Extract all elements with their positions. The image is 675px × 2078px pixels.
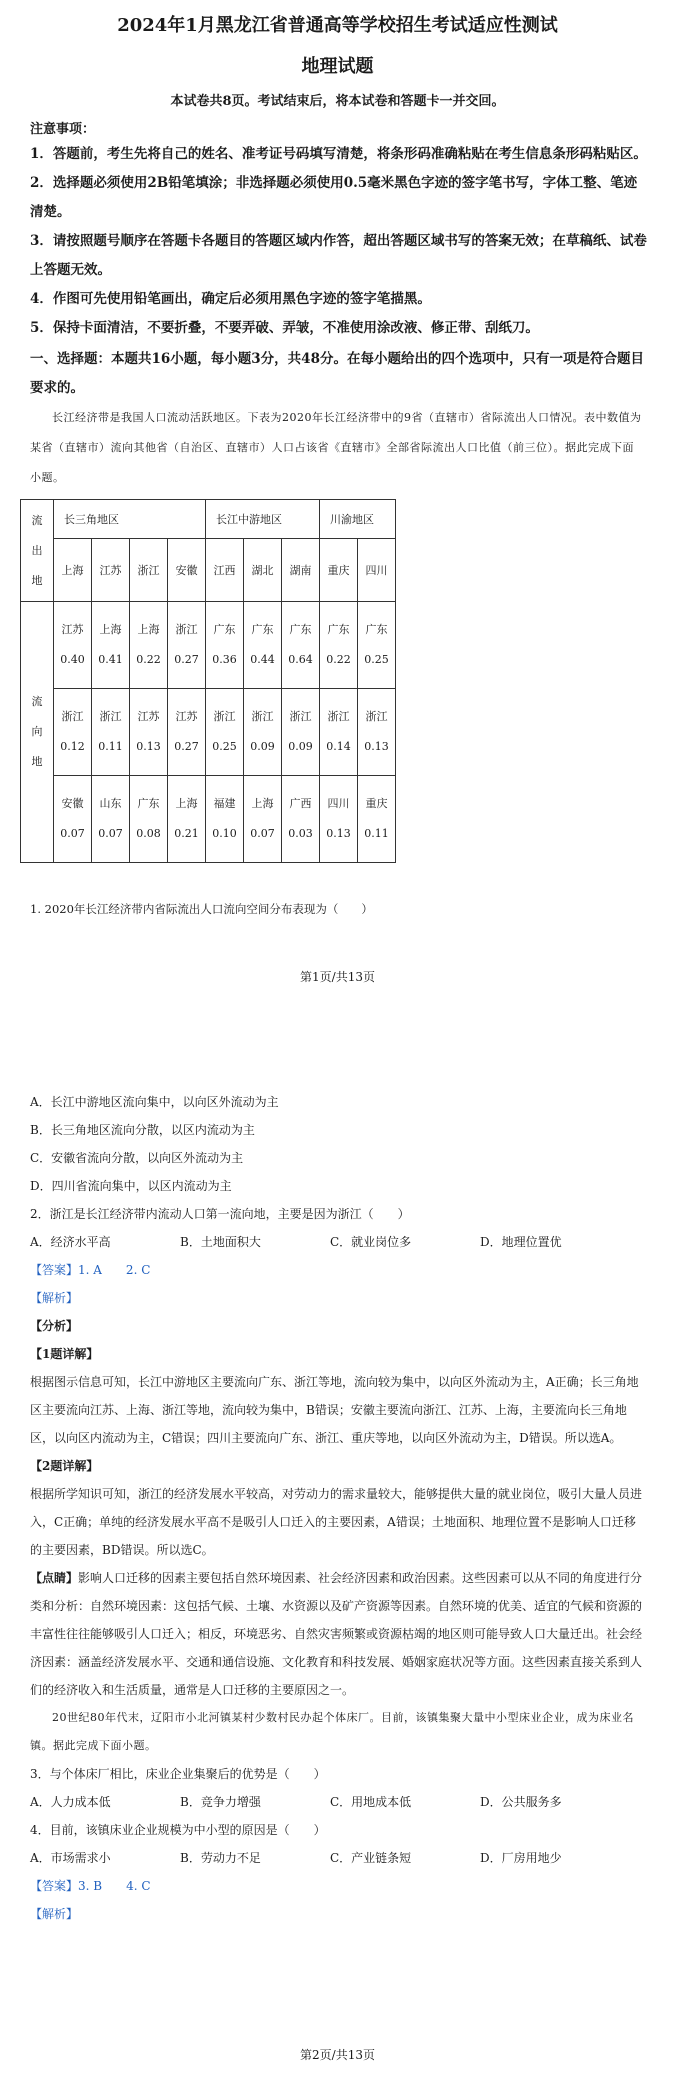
region-header-middle-yangtze: 长江中游地区 <box>206 500 320 539</box>
rule-1: 1．答题前，考生先将自己的姓名、准考证号码填写清楚，将条形码准确粘贴在考生信息条形码粘贴区。 <box>30 146 647 162</box>
outflow-char-2: 出 <box>31 543 43 557</box>
migration-table <box>20 499 396 863</box>
rule-3: 3．请按照题号顺序在答题卡各题目的答题区域内作答，超出答题区域书写的答案无效；在草稿纸、试卷上答题无效。 <box>30 233 647 278</box>
province-header: 上海 <box>54 539 92 602</box>
table-cell: 浙江 0.09 <box>282 689 320 776</box>
table-cell: 江苏 0.40 <box>54 602 92 689</box>
table-cell: 重庆 0.11 <box>358 776 396 863</box>
table-cell: 上海 0.41 <box>92 602 130 689</box>
question-intro-2: 20世纪80年代末，辽阳市小北河镇某村少数村民办起个体床厂。目前，该镇集聚大量中小型床业企业，成为床业名镇。据此完成下面小题。 <box>30 1711 634 1752</box>
outflow-label-cell <box>21 500 54 602</box>
answer-1-2: 【答案】1. A 2. C <box>30 1263 151 1277</box>
q2-option-a: A．经济水平高 <box>30 1235 111 1249</box>
table-cell: 广东 0.36 <box>206 602 244 689</box>
region-header-yangtze-delta: 长三角地区 <box>54 500 206 539</box>
detail-1-tag: 【1题详解】 <box>30 1347 99 1361</box>
table-cell: 上海 0.07 <box>244 776 282 863</box>
exam-title: 2024年1月黑龙江省普通高等学校招生考试适应性测试 <box>117 15 558 36</box>
q1-option-c: C．安徽省流向分散，以向区外流动为主 <box>30 1151 244 1165</box>
table-cell: 浙江 0.14 <box>320 689 358 776</box>
q1-option-b: B．长三角地区流向分散，以区内流动为主 <box>30 1123 255 1137</box>
q4-option-d: D．厂房用地少 <box>480 1851 562 1865</box>
answer-3-4: 【答案】3. B 4. C <box>30 1879 151 1893</box>
question-3: 3．与个体床厂相比，床业企业集聚后的优势是（ ） <box>30 1767 326 1781</box>
page-footer-2: 第2页/共13页 <box>300 2048 375 2062</box>
table-cell: 山东 0.07 <box>92 776 130 863</box>
table-cell: 广东 0.08 <box>130 776 168 863</box>
question-1: 1. 2020年长江经济带内省际流出人口流向空间分布表现为（ ） <box>30 902 373 916</box>
q2-option-b: B．土地面积大 <box>180 1235 261 1249</box>
inflow-char-3: 地 <box>31 755 43 768</box>
q3-option-b: B．竞争力增强 <box>180 1795 261 1809</box>
table-cell: 江苏 0.13 <box>130 689 168 776</box>
q2-options <box>30 1228 645 1256</box>
inflow-char-1: 流 <box>31 695 43 708</box>
question-intro-1: 长江经济带是我国人口流动活跃地区。下表为2020年长江经济带中的9省（直辖市）省际流出人口情况。表中数值为某省（直辖市）流向其他省（自治区、直辖市）人口占该省《直辖市》全部省际流出人口比值（前三位）。据此完成下面小题。 <box>30 411 642 484</box>
detail-1-text: 根据图示信息可知，长江中游地区主要流向广东、浙江等地，流向较为集中，以向区外流动为主，A正确；长三角地区主要流向江苏、上海、浙江等地，流向较为集中，B错误；安徽主要流向浙江、江苏、上海，主要流向长三角地区，以向区内流动为主，C错误；四川主要流向广东、浙江、重庆等地，以向区外流动为主，D错误。所以选A。 <box>30 1375 639 1445</box>
q4-options <box>30 1844 645 1872</box>
table-cell: 福建 0.10 <box>206 776 244 863</box>
analysis-tag-2: 【解析】 <box>30 1907 79 1921</box>
q3-option-a: A．人力成本低 <box>30 1795 111 1809</box>
point-tag: 【点睛】 <box>30 1571 79 1585</box>
q4-option-c: C．产业链条短 <box>330 1851 412 1865</box>
detail-2-tag: 【2题详解】 <box>30 1459 99 1473</box>
province-header: 安徽 <box>168 539 206 602</box>
exam-info: 本试卷共8页。考试结束后，将本试卷和答题卡一并交回。 <box>170 94 505 109</box>
table-cell: 上海 0.22 <box>130 602 168 689</box>
table-cell: 广东 0.22 <box>320 602 358 689</box>
table-cell: 广东 0.25 <box>358 602 396 689</box>
q1-option-a: A．长江中游地区流向集中，以向区外流动为主 <box>30 1095 279 1109</box>
q2-option-c: C．就业岗位多 <box>330 1235 412 1249</box>
inflow-label-cell <box>21 602 54 863</box>
table-cell: 四川 0.13 <box>320 776 358 863</box>
q2-option-d: D．地理位置优 <box>480 1235 562 1249</box>
province-header: 重庆 <box>320 539 358 602</box>
region-header-sichuan-chongqing: 川渝地区 <box>320 500 396 539</box>
table-cell: 江苏 0.27 <box>168 689 206 776</box>
outflow-char-1: 流 <box>31 513 43 527</box>
table-cell: 浙江 0.27 <box>168 602 206 689</box>
q3-option-c: C．用地成本低 <box>330 1795 412 1809</box>
table-cell: 广东 0.64 <box>282 602 320 689</box>
question-4: 4．目前，该镇床业企业规模为中小型的原因是（ ） <box>30 1823 326 1837</box>
rule-2: 2．选择题必须使用2B铅笔填涂；非选择题必须使用0.5毫米黑色字迹的签字笔书写，字体工整、笔迹清楚。 <box>30 175 638 220</box>
table-cell: 安徽 0.07 <box>54 776 92 863</box>
table-cell: 浙江 0.09 <box>244 689 282 776</box>
table-cell: 广西 0.03 <box>282 776 320 863</box>
fenxi-tag: 【分析】 <box>30 1319 79 1333</box>
point-block <box>30 1564 645 1704</box>
rule-5: 5．保持卡面清洁，不要折叠，不要弄破、弄皱，不准使用涂改液、修正带、刮纸刀。 <box>30 320 539 336</box>
table-cell: 上海 0.21 <box>168 776 206 863</box>
analysis-tag-1: 【解析】 <box>30 1291 79 1305</box>
table-cell: 浙江 0.13 <box>358 689 396 776</box>
q1-option-d: D．四川省流向集中，以区内流动为主 <box>30 1179 232 1193</box>
section-one-heading: 一、选择题：本题共16小题，每小题3分，共48分。在每小题给出的四个选项中，只有一项是符合题目要求的。 <box>30 351 644 396</box>
page-footer-1: 第1页/共13页 <box>300 970 375 984</box>
q3-options <box>30 1788 645 1816</box>
q4-option-a: A．市场需求小 <box>30 1851 111 1865</box>
province-header: 四川 <box>358 539 396 602</box>
page-1 <box>0 0 675 1000</box>
exam-subtitle: 地理试题 <box>301 56 374 77</box>
table-cell: 浙江 0.11 <box>92 689 130 776</box>
province-header: 江苏 <box>92 539 130 602</box>
q4-option-b: B．劳动力不足 <box>180 1851 261 1865</box>
page-2 <box>0 1040 675 2078</box>
province-header: 湖北 <box>244 539 282 602</box>
outflow-char-3: 地 <box>31 573 43 587</box>
province-header: 江西 <box>206 539 244 602</box>
detail-2-text: 根据所学知识可知，浙江的经济发展水平较高，对劳动力的需求量较大，能够提供大量的就业岗位，吸引大量人员进入，C正确；单纯的经济发展水平高不是吸引人口迁入的主要因素，A错误；土地面积、地理位置不是影响人口迁移的主要因素，BD错误。所以选C。 <box>30 1487 643 1557</box>
question-2: 2．浙江是长江经济带内流动人口第一流向地，主要是因为浙江（ ） <box>30 1207 410 1221</box>
table-cell: 广东 0.44 <box>244 602 282 689</box>
table-cell: 浙江 0.25 <box>206 689 244 776</box>
table-cell: 浙江 0.12 <box>54 689 92 776</box>
province-header: 湖南 <box>282 539 320 602</box>
province-header: 浙江 <box>130 539 168 602</box>
q3-option-d: D．公共服务多 <box>480 1795 562 1809</box>
point-text: 影响人口迁移的因素主要包括自然环境因素、社会经济因素和政治因素。这些因素可以从不同的角度进行分类和分析：自然环境因素：这包括气候、土壤、水资源以及矿产资源等因素。自然环境的优美、适宜的气候和资源的丰富性往往能够吸引人口迁入；相反，环境恶劣、自然灾害频繁或资源枯竭的地区则可能导致人口大量迁出。社会经济因素：涵盖经济发展水平、交通和通信设施、文化教育和科技发展、婚姻家庭状况等方面。这些因素直接关系到人们的经济收入和生活质量，通常是人口迁移的主要原因之一。 <box>30 1571 643 1697</box>
rule-4: 4．作图可先使用铅笔画出，确定后必须用黑色字迹的签字笔描黑。 <box>30 291 431 307</box>
notice-heading: 注意事项： <box>30 122 96 137</box>
inflow-char-2: 向 <box>31 725 43 738</box>
